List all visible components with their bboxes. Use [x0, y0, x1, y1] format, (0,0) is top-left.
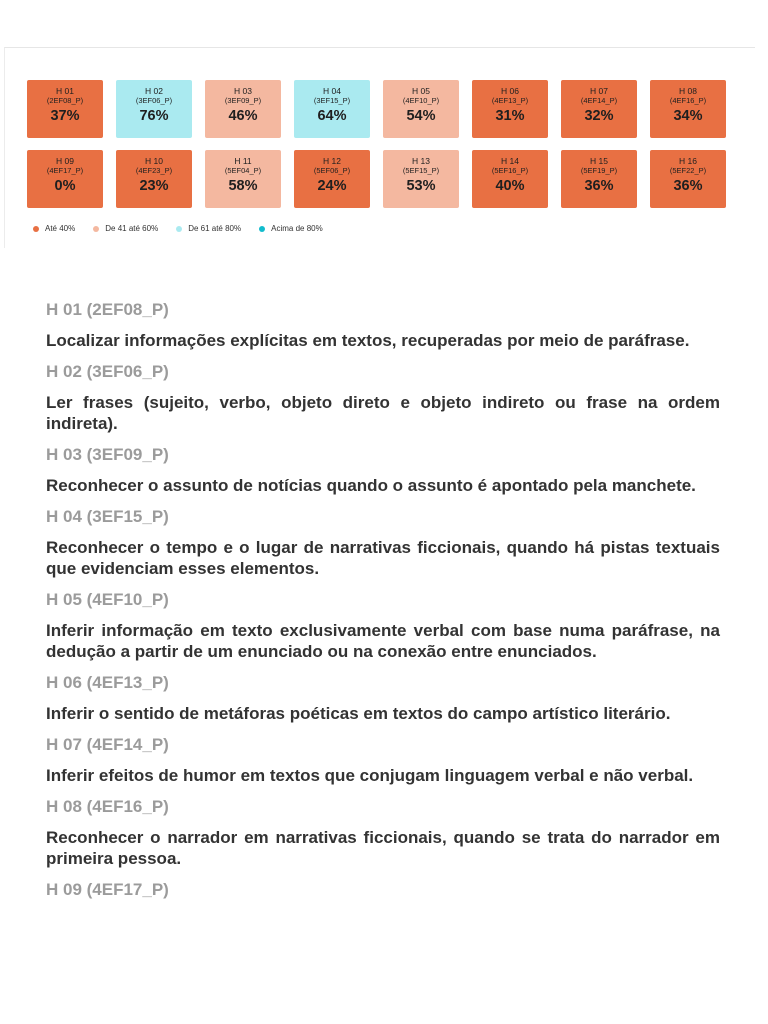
- skill-tile[interactable]: [205, 150, 281, 208]
- skill-tile-percentage: 24%: [317, 178, 347, 194]
- skill-tile-percentage: 64%: [317, 108, 347, 124]
- legend-dot-icon: [259, 226, 265, 232]
- skill-title: H 08 (4EF16_P): [46, 797, 169, 816]
- skill-tile[interactable]: [27, 150, 103, 208]
- skill-tile-name: H 05: [412, 86, 430, 96]
- skill-tile-percentage: 46%: [228, 108, 258, 124]
- skill-tile[interactable]: [561, 80, 637, 138]
- skill-tile[interactable]: [383, 80, 459, 138]
- legend-item: [259, 224, 323, 233]
- skill-tile-code: (5EF15_P): [402, 166, 440, 175]
- skill-description: Ler frases (sujeito, verbo, objeto direto e objeto indireto ou frase na ordem indireta).: [46, 393, 720, 433]
- legend-dot-icon: [33, 226, 39, 232]
- skill-tile-code: (4EF17_P): [46, 166, 84, 175]
- skill-description: Reconhecer o narrador em narrativas ficcionais, quando se trata do narrador em primeira pessoa.: [46, 828, 720, 868]
- skills-description-list: [46, 300, 720, 910]
- skill-tile[interactable]: [650, 150, 726, 208]
- skill-tile-percentage: 36%: [673, 178, 703, 194]
- skill-description: Reconhecer o tempo e o lugar de narrativas ficcionais, quando há pistas textuais que evidenciam esses elementos.: [46, 538, 720, 578]
- skill-tile-name: H 15: [590, 156, 608, 166]
- skill-tile-percentage: 0%: [54, 178, 76, 194]
- legend-label: De 61 até 80%: [188, 224, 242, 233]
- skill-tile-percentage: 37%: [50, 108, 80, 124]
- skill-tile-code: (5EF06_P): [313, 166, 351, 175]
- skill-title: H 04 (3EF15_P): [46, 507, 169, 526]
- skill-tile-name: H 11: [234, 156, 252, 166]
- skill-tile-code: (5EF19_P): [580, 166, 618, 175]
- skill-title: H 06 (4EF13_P): [46, 673, 169, 692]
- skill-tile-percentage: 54%: [406, 108, 436, 124]
- skill-description: Localizar informações explícitas em textos, recuperadas por meio de paráfrase.: [46, 331, 690, 350]
- skill-tile-name: H 13: [412, 156, 430, 166]
- skill-tile-percentage: 58%: [228, 178, 258, 194]
- skill-tile-code: (5EF16_P): [491, 166, 529, 175]
- skill-title: H 01 (2EF08_P): [46, 300, 169, 319]
- skill-tile-code: (4EF14_P): [580, 96, 618, 105]
- skill-description: Inferir efeitos de humor em textos que conjugam linguagem verbal e não verbal.: [46, 766, 694, 785]
- skill-description: Inferir informação em texto exclusivamente verbal com base numa paráfrase, na dedução a partir de um enunciado ou na conexão entre enunciados.: [46, 621, 720, 661]
- skill-title: H 03 (3EF09_P): [46, 445, 169, 464]
- skill-tile-name: H 07: [590, 86, 608, 96]
- skill-tile-code: (4EF10_P): [402, 96, 440, 105]
- skill-title: H 07 (4EF14_P): [46, 735, 169, 754]
- legend-label: Até 40%: [45, 224, 76, 233]
- skill-tile-name: H 09: [56, 156, 74, 166]
- skill-tile[interactable]: [116, 150, 192, 208]
- skill-tile-percentage: 23%: [139, 178, 169, 194]
- skill-tile[interactable]: [472, 150, 548, 208]
- skill-tile-name: H 04: [323, 86, 341, 96]
- skill-description: Reconhecer o assunto de notícias quando o assunto é apontado pela manchete.: [46, 476, 696, 495]
- skill-tile[interactable]: [27, 80, 103, 138]
- legend-dot-icon: [93, 226, 99, 232]
- legend-item: [93, 224, 158, 233]
- legend-item: [33, 224, 75, 233]
- legend-dot-icon: [176, 226, 182, 232]
- skill-tile-percentage: 31%: [495, 108, 525, 124]
- skill-tile-code: (5EF04_P): [224, 166, 262, 175]
- skill-tile-percentage: 34%: [673, 108, 703, 124]
- legend: [33, 224, 323, 233]
- legend-label: De 41 até 60%: [105, 224, 159, 233]
- skill-title: H 09 (4EF17_P): [46, 880, 169, 899]
- skills-panel: [4, 47, 755, 248]
- skill-tile[interactable]: [383, 150, 459, 208]
- skill-description: Inferir o sentido de metáforas poéticas em textos do campo artístico literário.: [46, 704, 671, 723]
- skill-tile-code: (4EF16_P): [669, 96, 707, 105]
- skill-tile-name: H 01: [56, 86, 74, 96]
- skill-tile-percentage: 36%: [584, 178, 614, 194]
- skill-tile-code: (3EF06_P): [135, 96, 173, 105]
- skill-tile-code: (4EF23_P): [135, 166, 173, 175]
- skills-grid: [27, 80, 726, 208]
- skill-tile[interactable]: [650, 80, 726, 138]
- skill-tile[interactable]: [294, 150, 370, 208]
- skill-tile-name: H 14: [501, 156, 519, 166]
- skill-tile-percentage: 32%: [584, 108, 614, 124]
- skill-tile-name: H 02: [145, 86, 163, 96]
- skill-tile-name: H 08: [679, 86, 697, 96]
- skill-tile-code: (4EF13_P): [491, 96, 529, 105]
- skill-tile[interactable]: [205, 80, 281, 138]
- legend-label: Acima de 80%: [271, 224, 323, 233]
- skill-tile-code: (5EF22_P): [669, 166, 707, 175]
- skill-tile-code: (3EF15_P): [313, 96, 351, 105]
- skill-title: H 05 (4EF10_P): [46, 590, 169, 609]
- skill-tile-percentage: 40%: [495, 178, 525, 194]
- skill-tile[interactable]: [116, 80, 192, 138]
- skill-tile-percentage: 53%: [406, 178, 436, 194]
- skill-tile-name: H 16: [679, 156, 697, 166]
- skill-tile[interactable]: [294, 80, 370, 138]
- skill-tile-code: (3EF09_P): [224, 96, 262, 105]
- skill-tile[interactable]: [472, 80, 548, 138]
- skill-tile-code: (2EF08_P): [46, 96, 84, 105]
- legend-item: [176, 224, 241, 233]
- skill-tile[interactable]: [561, 150, 637, 208]
- skill-tile-percentage: 76%: [139, 108, 169, 124]
- skill-tile-name: H 06: [501, 86, 519, 96]
- skill-tile-name: H 10: [145, 156, 163, 166]
- skill-tile-name: H 12: [323, 156, 341, 166]
- skill-title: H 02 (3EF06_P): [46, 362, 169, 381]
- skill-tile-name: H 03: [234, 86, 252, 96]
